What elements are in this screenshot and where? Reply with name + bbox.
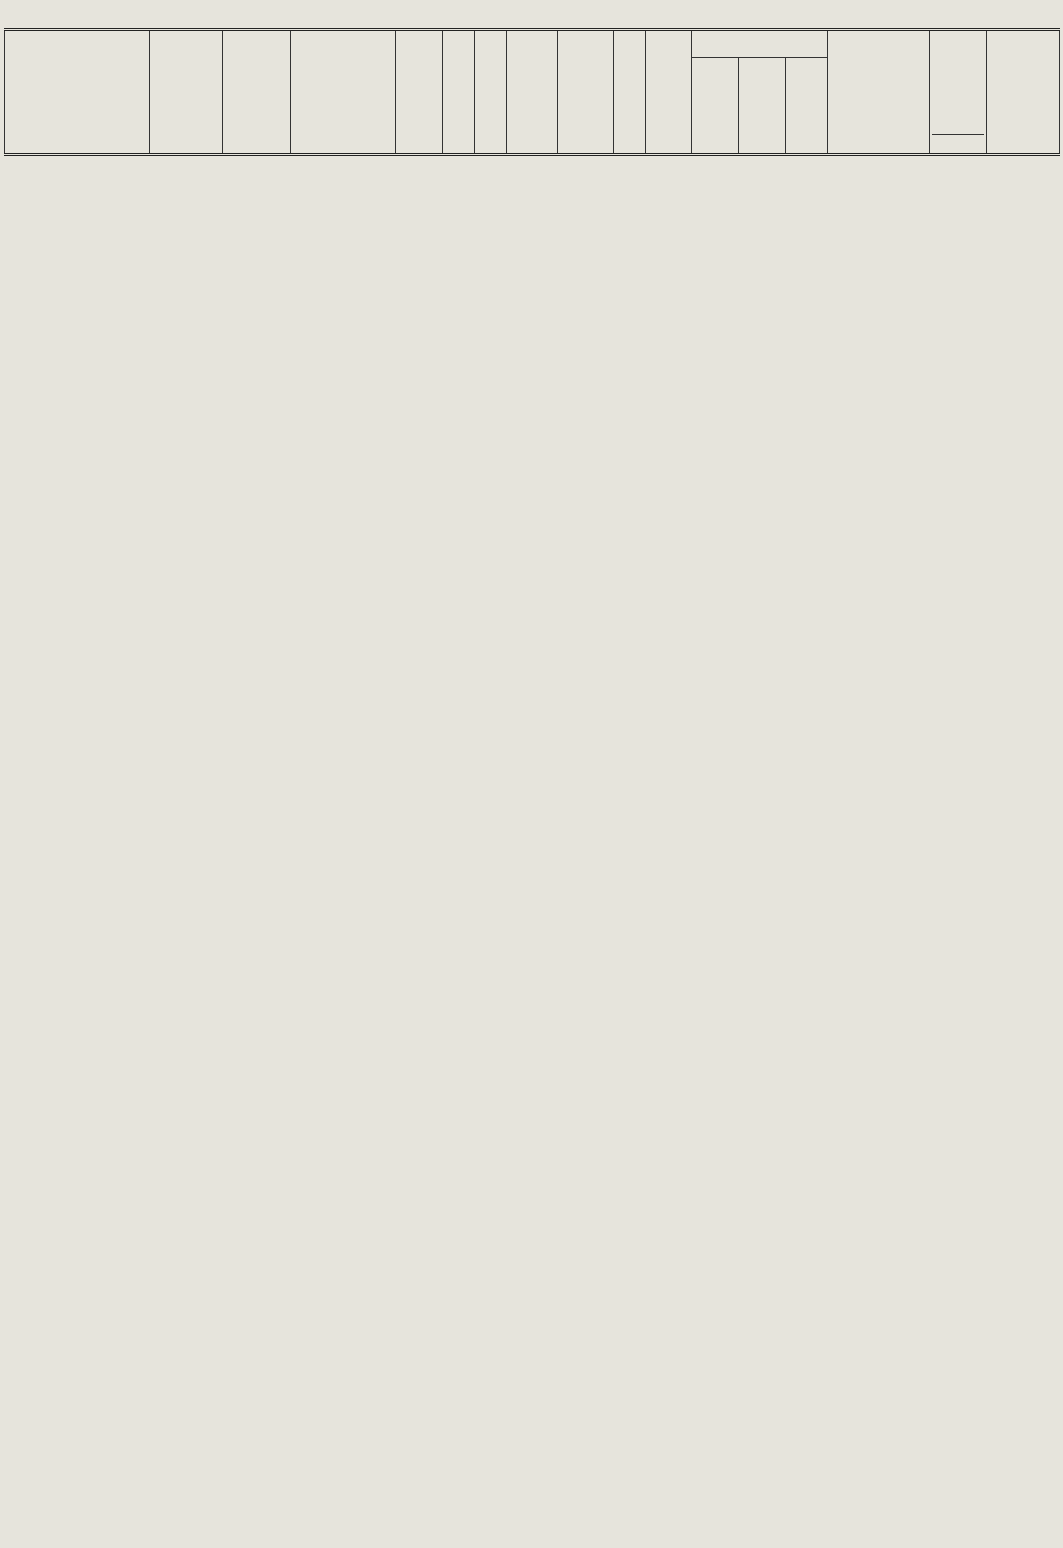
header-schmelzpunkt: [930, 30, 987, 155]
header-oxyfett: [646, 30, 692, 155]
header-verseifungszahl: [739, 58, 786, 155]
header-cholesterin: [614, 30, 646, 155]
header-name: [5, 30, 150, 155]
header-fett: [507, 30, 558, 155]
header-grad: [932, 134, 984, 137]
header-consistenz-fettsaeuren: [828, 30, 930, 155]
header-geruch: [223, 30, 291, 155]
header-jodzahl: [786, 58, 828, 155]
footnote: [4, 164, 1059, 180]
header-wasserfrei: [692, 30, 828, 58]
degras-table: [4, 28, 1060, 156]
header-unverseifbar: [558, 30, 614, 155]
header-remarks: [987, 30, 1060, 155]
header-consistenz: [291, 30, 396, 155]
header-wasser: [396, 30, 443, 155]
table-header: [5, 30, 1060, 155]
header-unloeslich: [475, 30, 507, 155]
header-farbe: [150, 30, 223, 155]
header-asche: [443, 30, 475, 155]
header-saeurezahl: [692, 58, 739, 155]
table-title: [4, 6, 1059, 28]
